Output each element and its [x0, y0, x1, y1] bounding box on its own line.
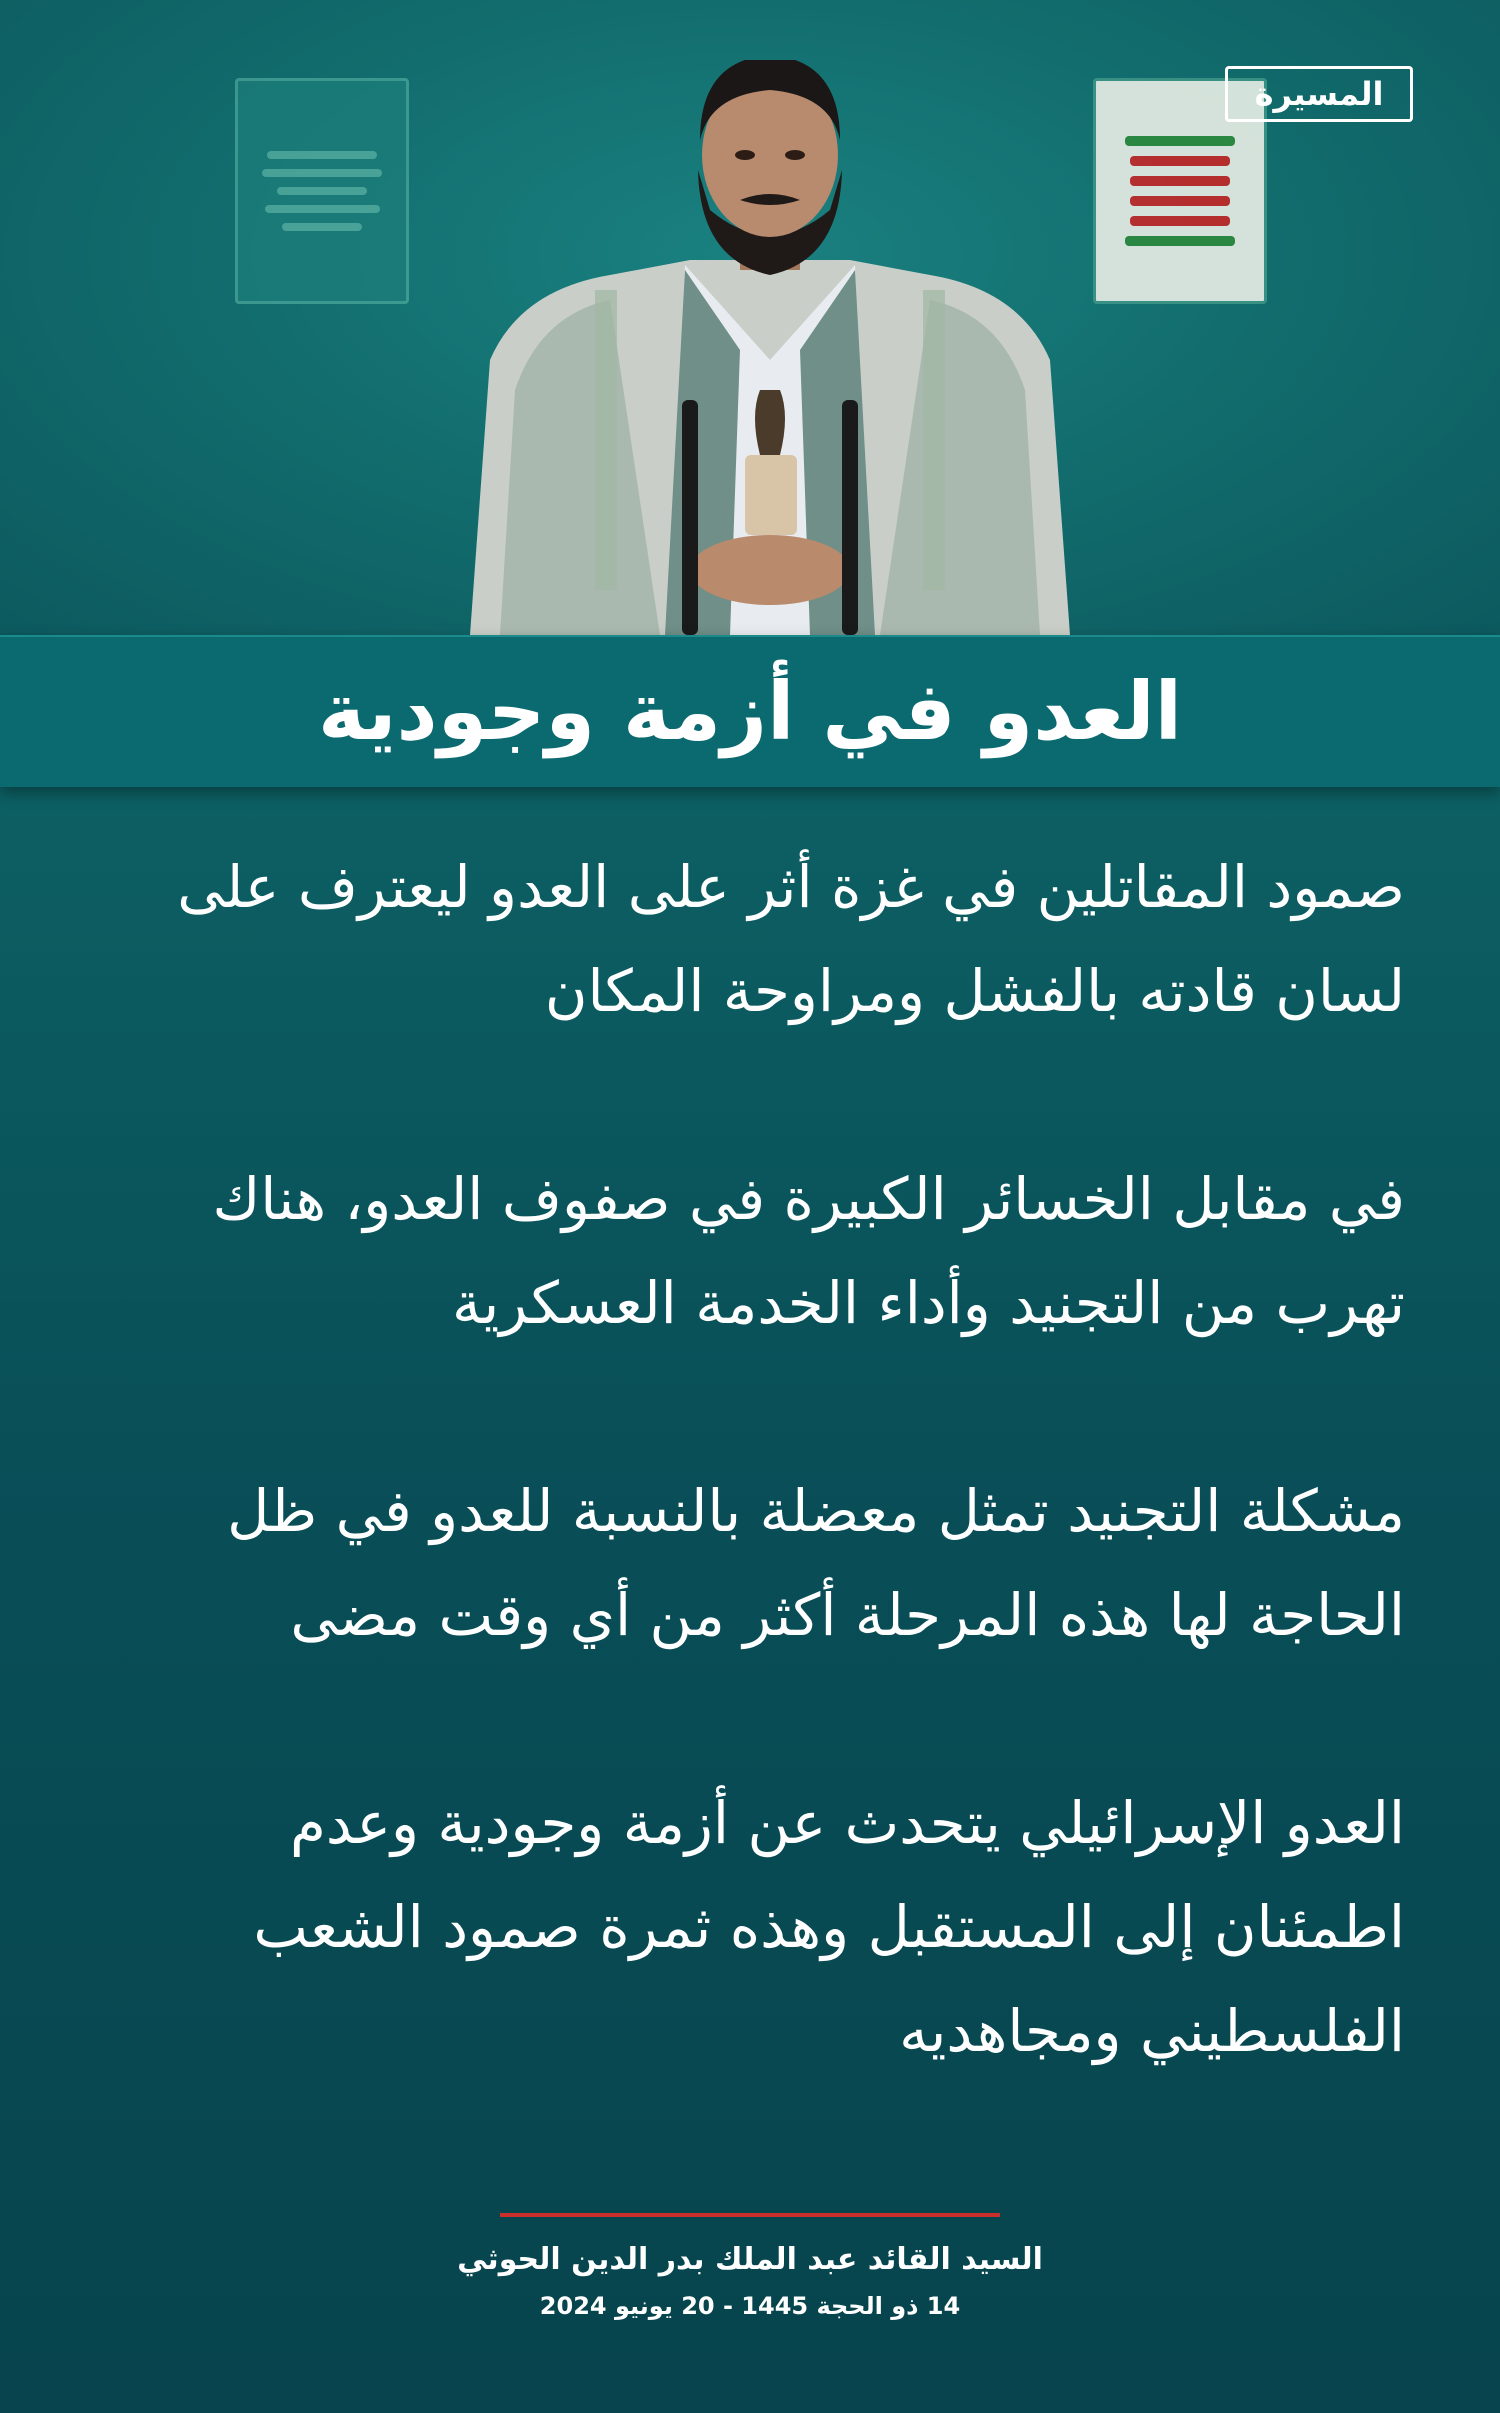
date-line: 14 ذو الحجة 1445 - 20 يونيو 2024: [539, 2292, 961, 2320]
quote-paragraph: مشكلة التجنيد تمثل معضلة بالنسبة للعدو في ظل الحاجة لها هذه المرحلة أكثر من أي وقت مضى: [227, 1477, 1405, 1649]
banner-slogan-left: [235, 78, 409, 304]
speaker-photo: [460, 60, 1080, 635]
footer-divider: [500, 2213, 1000, 2217]
quote-list: [90, 835, 1405, 2187]
title-bar: [0, 635, 1500, 787]
quote-paragraph: العدو الإسرائيلي يتحدث عن أزمة وجودية وعدم اطمئنان إلى المستقبل وهذه ثمرة صمود الشعب الفلسطيني ومجاهديه: [253, 1789, 1405, 2065]
quote-paragraph: صمود المقاتلين في غزة أثر على العدو ليعترف على لسان قادته بالفشل ومراوحة المكان: [177, 853, 1405, 1025]
footer: [0, 2213, 1500, 2325]
page-title: العدو في أزمة وجودية: [317, 665, 1183, 758]
quote-paragraph: في مقابل الخسائر الكبيرة في صفوف العدو، هناك تهرب من التجنيد وأداء الخدمة العسكرية: [212, 1165, 1405, 1337]
hero-image: [0, 0, 1500, 635]
logo-almasirah: المسيرة: [1225, 66, 1413, 122]
speaker-name: السيد القائد عبد الملك بدر الدين الحوثي: [457, 2242, 1043, 2277]
